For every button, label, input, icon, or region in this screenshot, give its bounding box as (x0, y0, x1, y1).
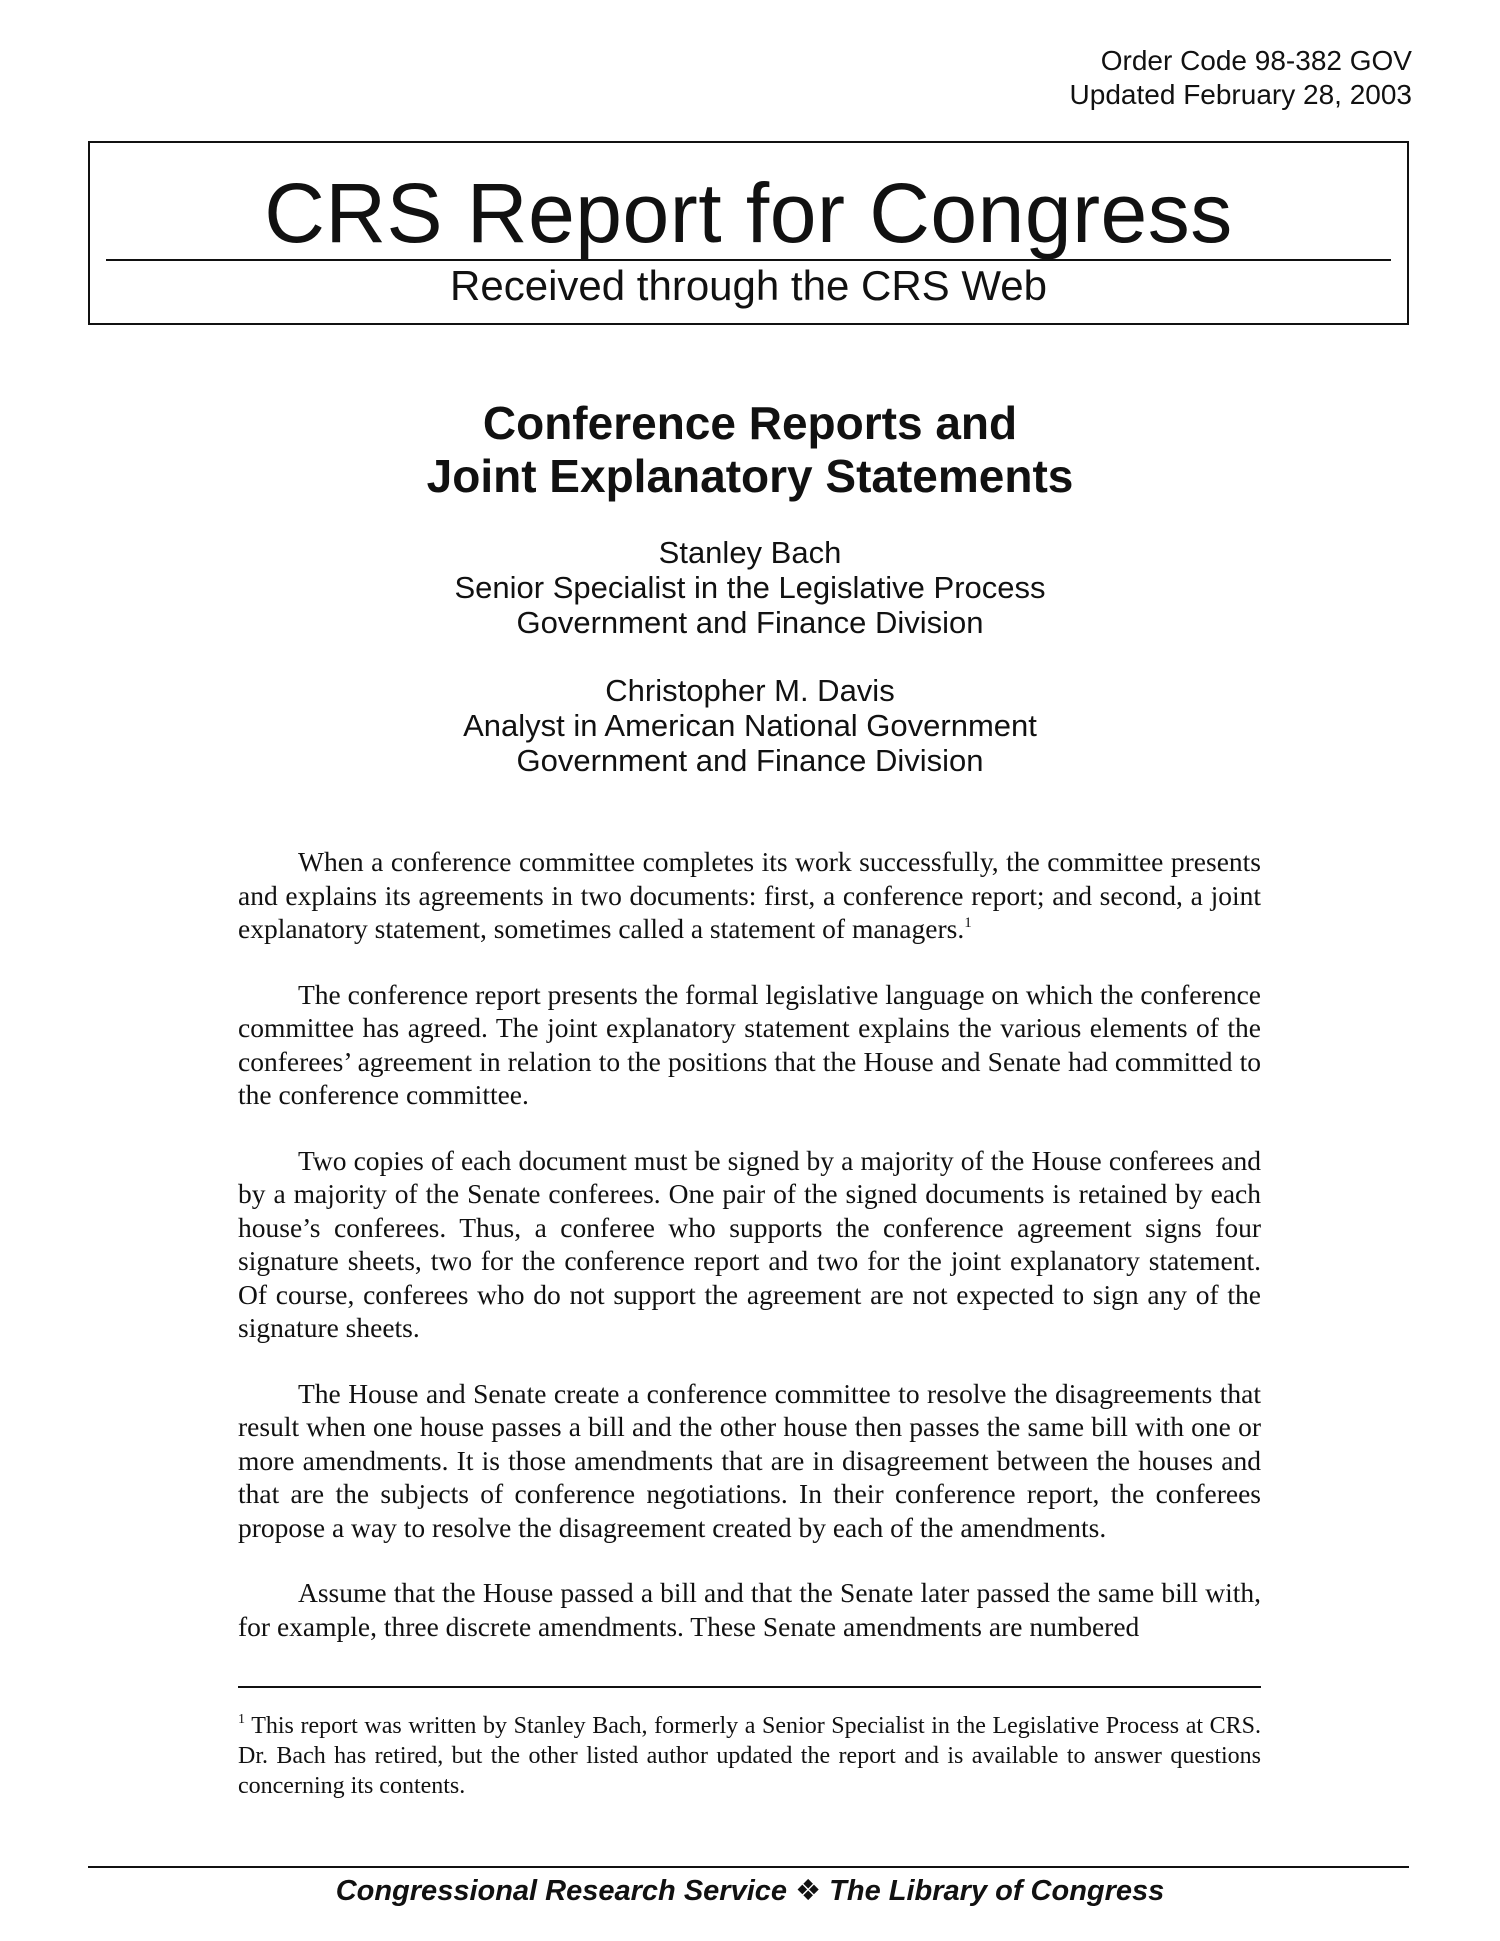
page-footer (0, 1873, 1500, 1909)
footer-divider (88, 1866, 1409, 1868)
title-line-2: Joint Explanatory Statements (426, 450, 1074, 502)
body-paragraph-4: The House and Senate create a conference committee to resolve the disagreements that result when one house passes a bill and the other house then passes the same bill with one or more amendments. It is those amendments that are in disagreement between the houses and that are the subjects of conference negotiations. In their conference report, the conferees propose a way to resolve the disagreement created by each of the amendments. (238, 1377, 1261, 1543)
document-title (0, 397, 1500, 503)
footnote-marker: 1 (238, 1712, 245, 1727)
order-code-block (1070, 44, 1412, 112)
footnote-text: This report was written by Stanley Bach, formerly a Senior Specialist in the Legislative Process at CRS. Dr. Bach has retired, but the other listed author updated the report and is available to answer questions concerning its contents. (238, 1713, 1261, 1799)
body-text (238, 845, 1261, 1643)
body-paragraph-5: Assume that the House passed a bill and that the Senate later passed the same bill with, for example, three discrete amendments. These Senate amendments are numbered (238, 1577, 1261, 1642)
footer-library: The Library of Congress (829, 1875, 1165, 1907)
author-block-2 (0, 673, 1500, 778)
order-code: Order Code 98-382 GOV (1100, 45, 1412, 76)
updated-date: Updated February 28, 2003 (1069, 79, 1412, 110)
footnote-divider (238, 1686, 1261, 1688)
author-position: Senior Specialist in the Legislative Process (454, 570, 1046, 605)
footer-organization: Congressional Research Service (335, 1875, 788, 1907)
banner-title: CRS Report for Congress (264, 166, 1233, 260)
author-position: Analyst in American National Government (463, 708, 1037, 743)
author-division: Government and Finance Division (516, 605, 984, 640)
author-name: Stanley Bach (658, 535, 842, 570)
footnote (238, 1711, 1261, 1801)
author-name: Christopher M. Davis (605, 673, 895, 708)
body-paragraph-2: The conference report presents the formal legislative language on which the conference committee has agreed. The joint explanatory statement explains the various elements of the conferees’ agreement in relation to the positions that the House and Senate had committed to the conference committee. (238, 978, 1261, 1110)
report-banner (88, 141, 1409, 325)
banner-subtitle: Received through the CRS Web (450, 262, 1047, 309)
diamond-separator-icon: ❖ (795, 1875, 822, 1907)
footnote-reference: 1 (964, 915, 972, 931)
author-block-1 (0, 535, 1500, 640)
paragraph-text: When a conference committee completes its work successfully, the committee presents and explains its agreements in two documents: first, a conference report; and second, a joint explanatory statement, sometimes called a statement of managers. (238, 846, 1261, 944)
author-division: Government and Finance Division (516, 743, 984, 778)
body-paragraph-1 (238, 845, 1261, 946)
title-line-1: Conference Reports and (482, 397, 1018, 449)
body-paragraph-3: Two copies of each document must be signed by a majority of the House conferees and by a majority of the Senate conferees. One pair of the signed documents is retained by each house’s conferees. Thus, a conferee who supports the conference agreement signs four signature sheets, two for the conference report and two for the joint explanatory statement. Of course, conferees who do not support the agreement are not expected to sign any of the signature sheets. (238, 1144, 1261, 1343)
